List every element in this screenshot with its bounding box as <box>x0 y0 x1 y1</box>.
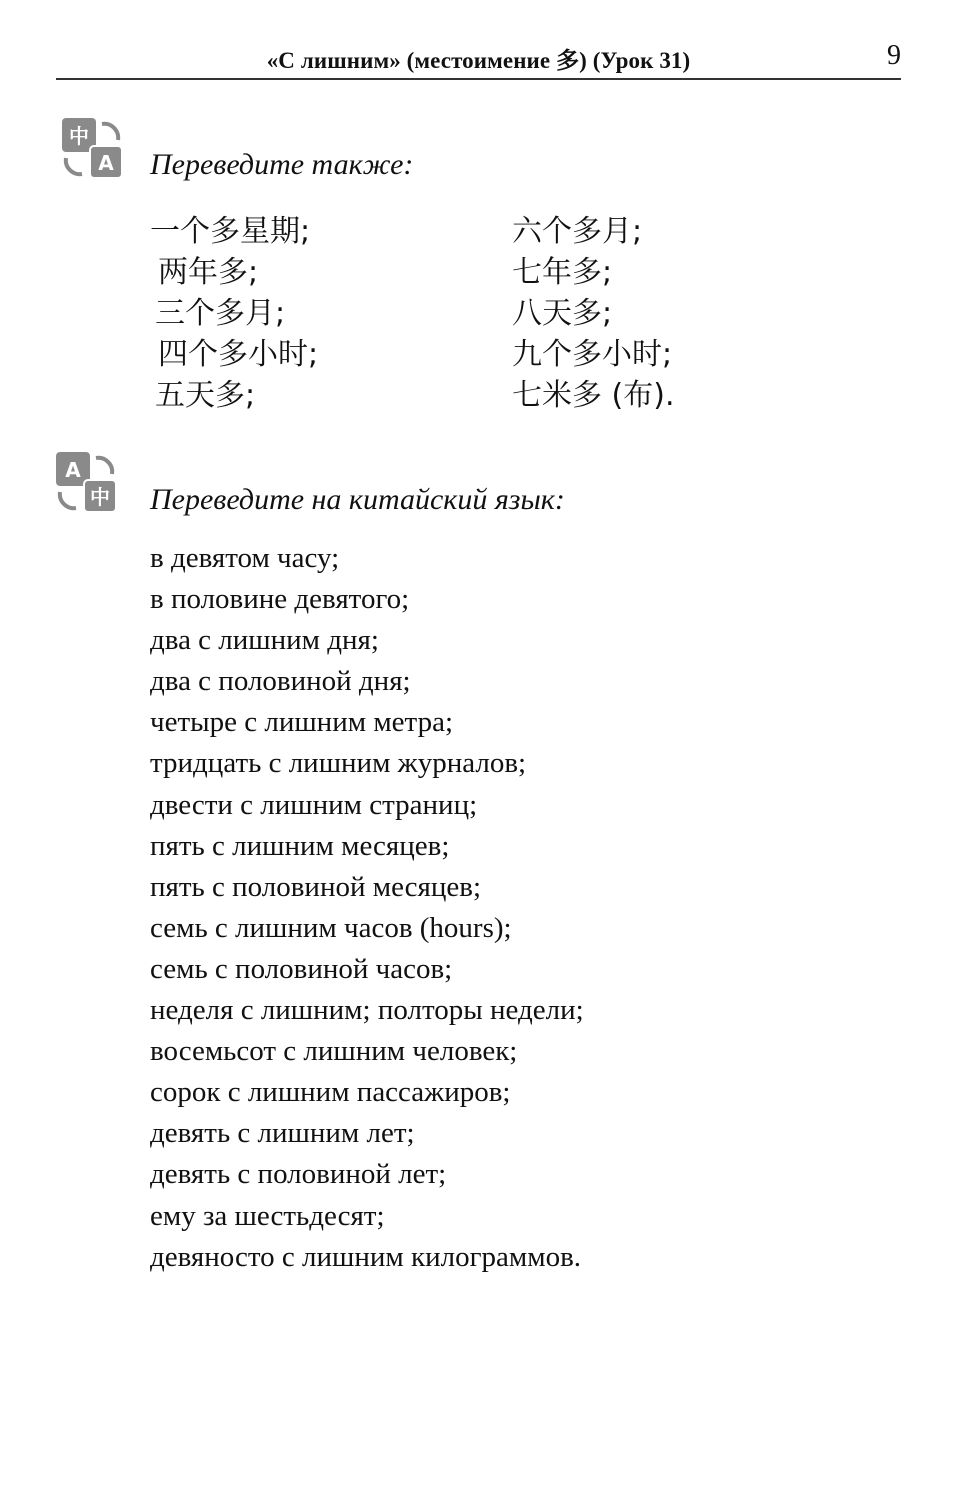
chinese-phrase: 一个多星期; <box>150 214 311 249</box>
translate-zh-to-a-icon <box>62 118 124 180</box>
list-item: тридцать с лишним журналов; <box>150 747 527 780</box>
chinese-phrase: 八天多; <box>512 296 613 331</box>
chinese-phrase: 三个多月; <box>155 296 286 331</box>
svg-text:中: 中 <box>69 124 89 148</box>
chinese-phrase: 两年多; <box>158 255 259 290</box>
chinese-phrase: 七年多; <box>512 255 613 290</box>
list-item: в половине девятого; <box>150 583 410 616</box>
list-item: ему за шестьдесят; <box>150 1199 385 1232</box>
list-item: восемьсот с лишним человек; <box>150 1035 518 1068</box>
list-item: семь с лишним часов (hours); <box>150 911 512 944</box>
list-item: семь с половиной часов; <box>150 952 453 985</box>
list-item: пять с лишним месяцев; <box>150 829 450 862</box>
chinese-phrase: 五天多; <box>155 378 256 413</box>
list-item: два с лишним дня; <box>150 624 379 657</box>
list-item: четыре с лишним метра; <box>150 706 453 739</box>
chinese-phrase: 九个多小时; <box>512 337 673 372</box>
list-item: девять с лишним лет; <box>150 1117 415 1150</box>
chinese-phrase: 四个多小时; <box>158 337 319 372</box>
list-item: двести с лишним страниц; <box>150 788 478 821</box>
instruction-translate-also: Переведите также: <box>150 148 414 181</box>
page-number: 9 <box>887 40 901 71</box>
list-item: в девятом часу; <box>150 542 340 574</box>
list-item: девять с половиной лет; <box>150 1158 447 1191</box>
chinese-phrase: 六个多月; <box>512 214 643 249</box>
instruction-translate-to-chinese: Переведите на китайский язык: <box>150 483 565 516</box>
svg-text:A: A <box>98 151 114 175</box>
list-item: сорок с лишним пассажиров; <box>150 1076 511 1109</box>
list-item: неделя с лишним; полторы недели; <box>150 994 584 1027</box>
russian-phrases-list <box>150 538 584 1278</box>
list-item: пять с половиной месяцев; <box>150 870 482 903</box>
list-item: девяносто с лишним килограммов. <box>150 1240 582 1273</box>
page-header <box>56 40 901 80</box>
running-title: «С лишним» (местоимение 多) (Урок 31) <box>266 48 691 73</box>
list-item: два с половиной дня; <box>150 665 411 698</box>
chinese-phrase: 七米多 (布). <box>512 378 675 413</box>
svg-text:A: A <box>65 458 81 482</box>
translate-a-to-zh-icon <box>56 452 118 514</box>
svg-text:中: 中 <box>90 485 110 509</box>
